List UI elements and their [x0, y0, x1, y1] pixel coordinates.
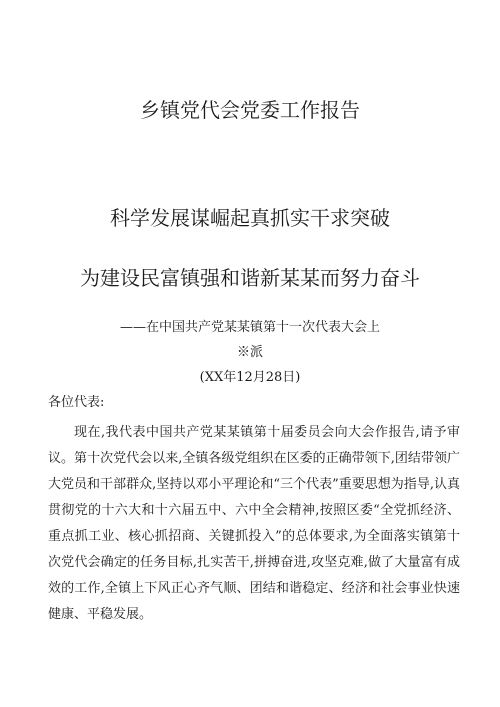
report-subtitle-line-2: 为建设民富镇强和谐新某某而努力奋斗: [80, 266, 420, 290]
body-paragraph: 现在,我代表中国共产党某某镇第十届委员会向大会作报告,请予审议。第十次党代会以来,全镇各级党组织在区委的正确带领下,团结带领广大党员和干部群众,坚持以邓小平理论和“三个代表”重要思想为指导,认真贯彻党的十六大和十六届五中、六中全会精神,按照区委“全党抓经济、重点抓工业、核心抓招商、关键抓投入”的总体要求,为全面落实镇第十次党代会确定的任务目标,扎实苦干,拼搏奋进,攻坚克难,做了大量富有成效的工作,全镇上下风正心齐气顺、团结和谐稳定、经济和社会事业快速健康、平稳发展。: [48, 425, 460, 622]
author-line: ※派: [236, 345, 263, 360]
document-title: 乡镇党代会党委工作报告: [140, 98, 360, 122]
occasion-line: ——在中国共产党某某镇第十一次代表大会上: [119, 320, 380, 335]
salutation: 各位代表:: [48, 395, 105, 410]
report-subtitle-line-1: 科学发展谋崛起真抓实干求突破: [110, 206, 390, 230]
date-line: (XX年12月28日): [199, 370, 301, 385]
